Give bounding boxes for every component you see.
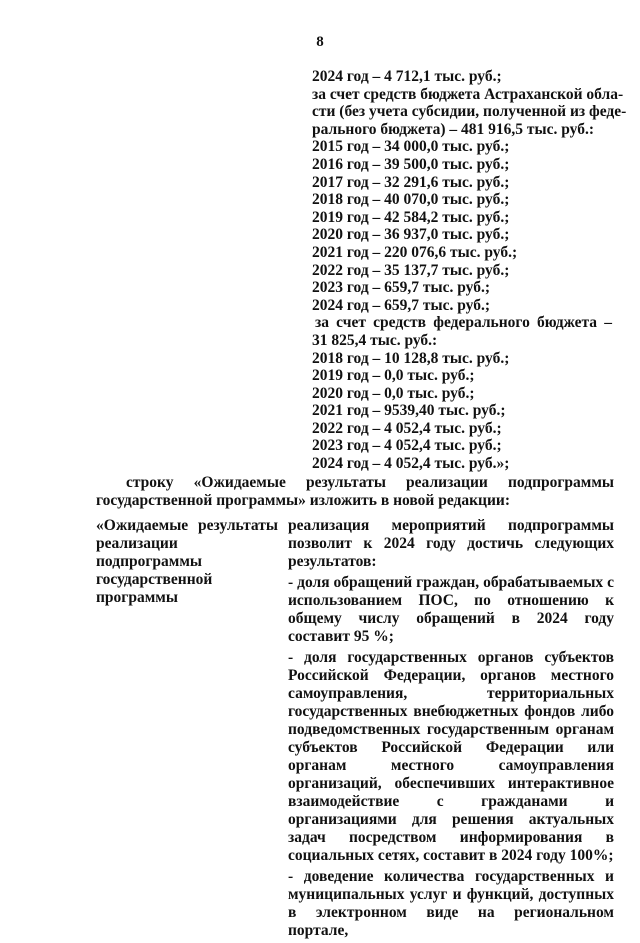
federal-year-line: 2019 год – 0,0 тыс. руб.; [312,367,475,385]
table-right-cell [288,517,614,943]
regional-year-line: 2016 год – 39 500,0 тыс. руб.; [312,155,510,173]
regional-budget-heading-line-1: за счет средств бюджета Астраханской обла- [312,85,624,103]
instruction-text: строку «Ожидаемые результаты реализации подпрограммы государственной программы» изложить в новой редакции: [96,474,614,509]
federal-budget-heading-line-2: 31 825,4 тыс. руб.: [312,331,438,349]
regional-budget-heading-line-3: рального бюджета) – 481 916,5 тыс. руб.: [312,120,595,138]
regional-budget-heading-line-2: сти (без учета субсидии, полученной из феде- [312,103,627,121]
regional-year-line: 2021 год – 220 076,6 тыс. руб.; [312,243,518,261]
instruction-paragraph [96,474,614,510]
regional-year-line: 2018 год – 40 070,0 тыс. руб.; [312,191,510,209]
regional-year-line: 2015 год – 34 000,0 тыс. руб.; [312,138,510,156]
result-item: - доведение количества государственных и муниципальных услуг и функций, доступных в электронном виде на региональном портале, [288,868,614,939]
federal-year-line: 2018 год – 10 128,8 тыс. руб.; [312,349,510,367]
regional-year-line: 2023 год – 659,7 тыс. руб.; [312,279,491,297]
federal-year-line: 2024 год – 4 052,4 тыс. руб.»; [312,455,510,473]
federal-year-line: 2021 год – 9539,40 тыс. руб.; [312,402,506,420]
table-left-cell: «Ожидаемые результаты реализации подпрограммы государственной программы [96,517,278,606]
page-number: 8 [316,34,324,50]
results-intro: реализация мероприятий подпрограммы позволит к 2024 году достичь следующих результатов: [288,517,614,570]
result-item: - доля государственных органов субъектов Российской Федерации, органов местного самоуправления, территориальных государственных внебюджетных фондов либо подведомственных государственным органам субъектов Российской Федерации или органам местного самоуправления организаций, обеспечивших интерактивное взаимодействие с гражданами и организациями для решения актуальных задач посредством информирования в социальных сетях, составит в 2024 году 100%; [288,649,614,864]
federal-year-line: 2022 год – 4 052,4 тыс. руб.; [312,419,502,437]
regional-year-line: 2022 год – 35 137,7 тыс. руб.; [312,261,510,279]
federal-year-line: 2023 год – 4 052,4 тыс. руб.; [312,437,502,455]
regional-year-line: 2024 год – 659,7 тыс. руб.; [312,296,491,314]
funding-2024-total-line: 2024 год – 4 712,1 тыс. руб.; [312,68,502,85]
result-item: - доля обращений граждан, обрабатываемых с использованием ПОС, по отношению к общему числу обращений в 2024 году составит 95 %; [288,574,614,645]
regional-year-line: 2020 год – 36 937,0 тыс. руб.; [312,226,510,244]
funding-block [312,68,627,473]
federal-year-line: 2020 год – 0,0 тыс. руб.; [312,384,475,402]
federal-budget-heading-line-1: за счет средств федерального бюджета – [315,314,612,332]
regional-year-line: 2019 год – 42 584,2 тыс. руб.; [312,208,510,226]
regional-year-line: 2017 год – 32 291,6 тыс. руб.; [312,173,510,191]
